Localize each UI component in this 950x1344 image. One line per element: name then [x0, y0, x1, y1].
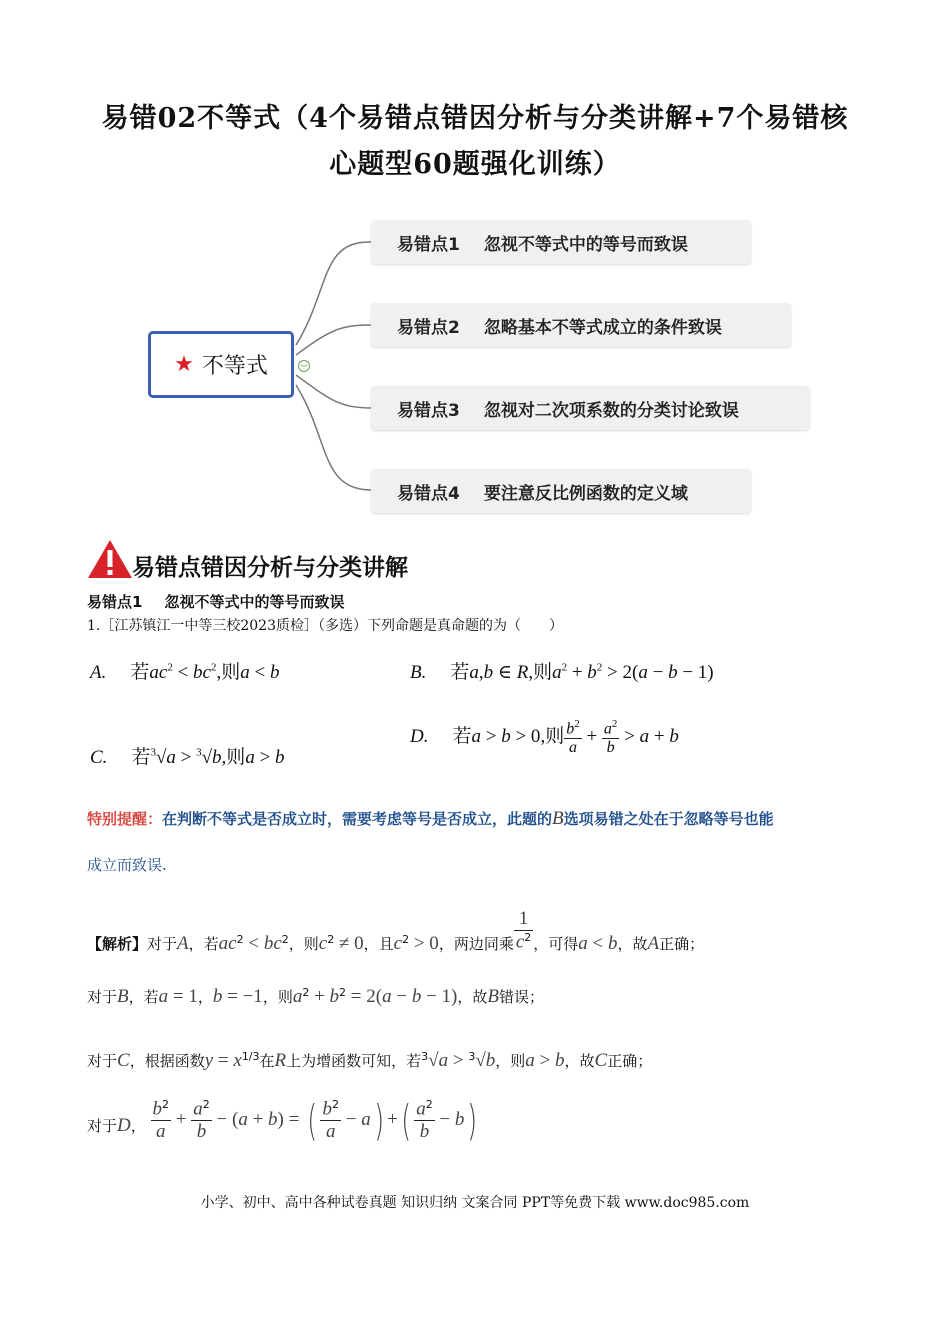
warning-icon — [86, 538, 134, 580]
footer: 小学、初中、高中各种试卷真题 知识归纳 文案合同 PPT等免费下载 www.doc985.com — [200, 1195, 750, 1211]
section-title: 易错点错因分析与分类讲解 — [132, 555, 408, 581]
point-heading — [87, 591, 344, 612]
mind-map-branch-2 — [371, 303, 791, 347]
branch-text: 忽视不等式中的等号而致误 — [483, 234, 688, 255]
option-b: B. 若a,b ∈ R,则$a^2 + b^2 > 2(a - b - 1)$ — [410, 661, 714, 683]
star-icon: ★ — [174, 352, 194, 377]
mind-map-center-label: 不等式 — [201, 354, 268, 379]
collapse-icon[interactable]: − — [299, 360, 309, 372]
special-reminder: 特别提醒：在判断不等式是否成立时，需要考虑等号是否成立，此题的B选项易错之处在于忽略等号也能 成立而致误. — [87, 808, 774, 874]
mind-map-branch-3 — [371, 386, 810, 430]
mind-map-connectors — [0, 0, 950, 540]
point-code: 易错点1 — [87, 593, 143, 611]
solution-line-3: 对于C，根据函数$y = x^{1/3}$在R上为增函数可知，若$^3$√a > $^3$√b，则a > b，故C正确； — [87, 1050, 653, 1071]
point-text: 忽视不等式中的等号而致误 — [164, 593, 345, 611]
mind-map-center — [148, 331, 294, 398]
option-c: C. 若$^3$√a > $^3$√b,则a > b — [90, 746, 285, 768]
branch-text: 要注意反比例函数的定义域 — [483, 483, 688, 504]
branch-text: 忽略基本不等式成立的条件致误 — [483, 317, 722, 338]
solution-line-2: 对于B，若a = 1，b = −1，则$a^2 + b^2 = 2(a - b - 1)$，故B错误； — [87, 986, 544, 1007]
option-d: D. 若a > b > 0,则 $\frac{b^2}{a}$ + $\frac{a^2}{b}$ > a + b — [410, 718, 679, 757]
question-stem: 1.［江苏镇江一中等三校2023质检］（多选）下列命题是真命题的为（ ） — [87, 618, 563, 634]
solution-line-1: 【解析】对于A，若$ac^2 < bc^2$，则$c^2 \ne 0$，且$c^2 > 0$，两边同乘 $\frac{1}{c^2}$ ，可得a < b，故A正确； — [87, 908, 705, 955]
option-a: A. 若$ac^2 < bc^2$,则a < b — [90, 661, 280, 683]
mind-map — [0, 0, 950, 540]
branch-code: 易错点2 — [397, 317, 460, 338]
mind-map-branch-4 — [371, 469, 751, 513]
branch-code: 易错点4 — [397, 483, 460, 504]
doc-title-line1: 易错02不等式（4个易错点错因分析与分类讲解+7个易错核 — [101, 103, 849, 134]
section-heading — [86, 538, 408, 580]
mind-map-branch-1 — [371, 220, 751, 264]
branch-text: 忽视对二次项系数的分类讨论致误 — [483, 400, 739, 421]
solution-line-4: 对于D， $\frac{b^2}{a}$ + $\frac{a^2}{b}$ − (a + b) = ( $\frac{b^2}{a}$ − a) +( $\frac{a^2}{b}$ − b) — [87, 1096, 478, 1145]
branch-code: 易错点1 — [397, 234, 460, 255]
doc-title-line2: 心题型60题强化训练） — [329, 149, 621, 180]
branch-code: 易错点3 — [397, 400, 460, 421]
